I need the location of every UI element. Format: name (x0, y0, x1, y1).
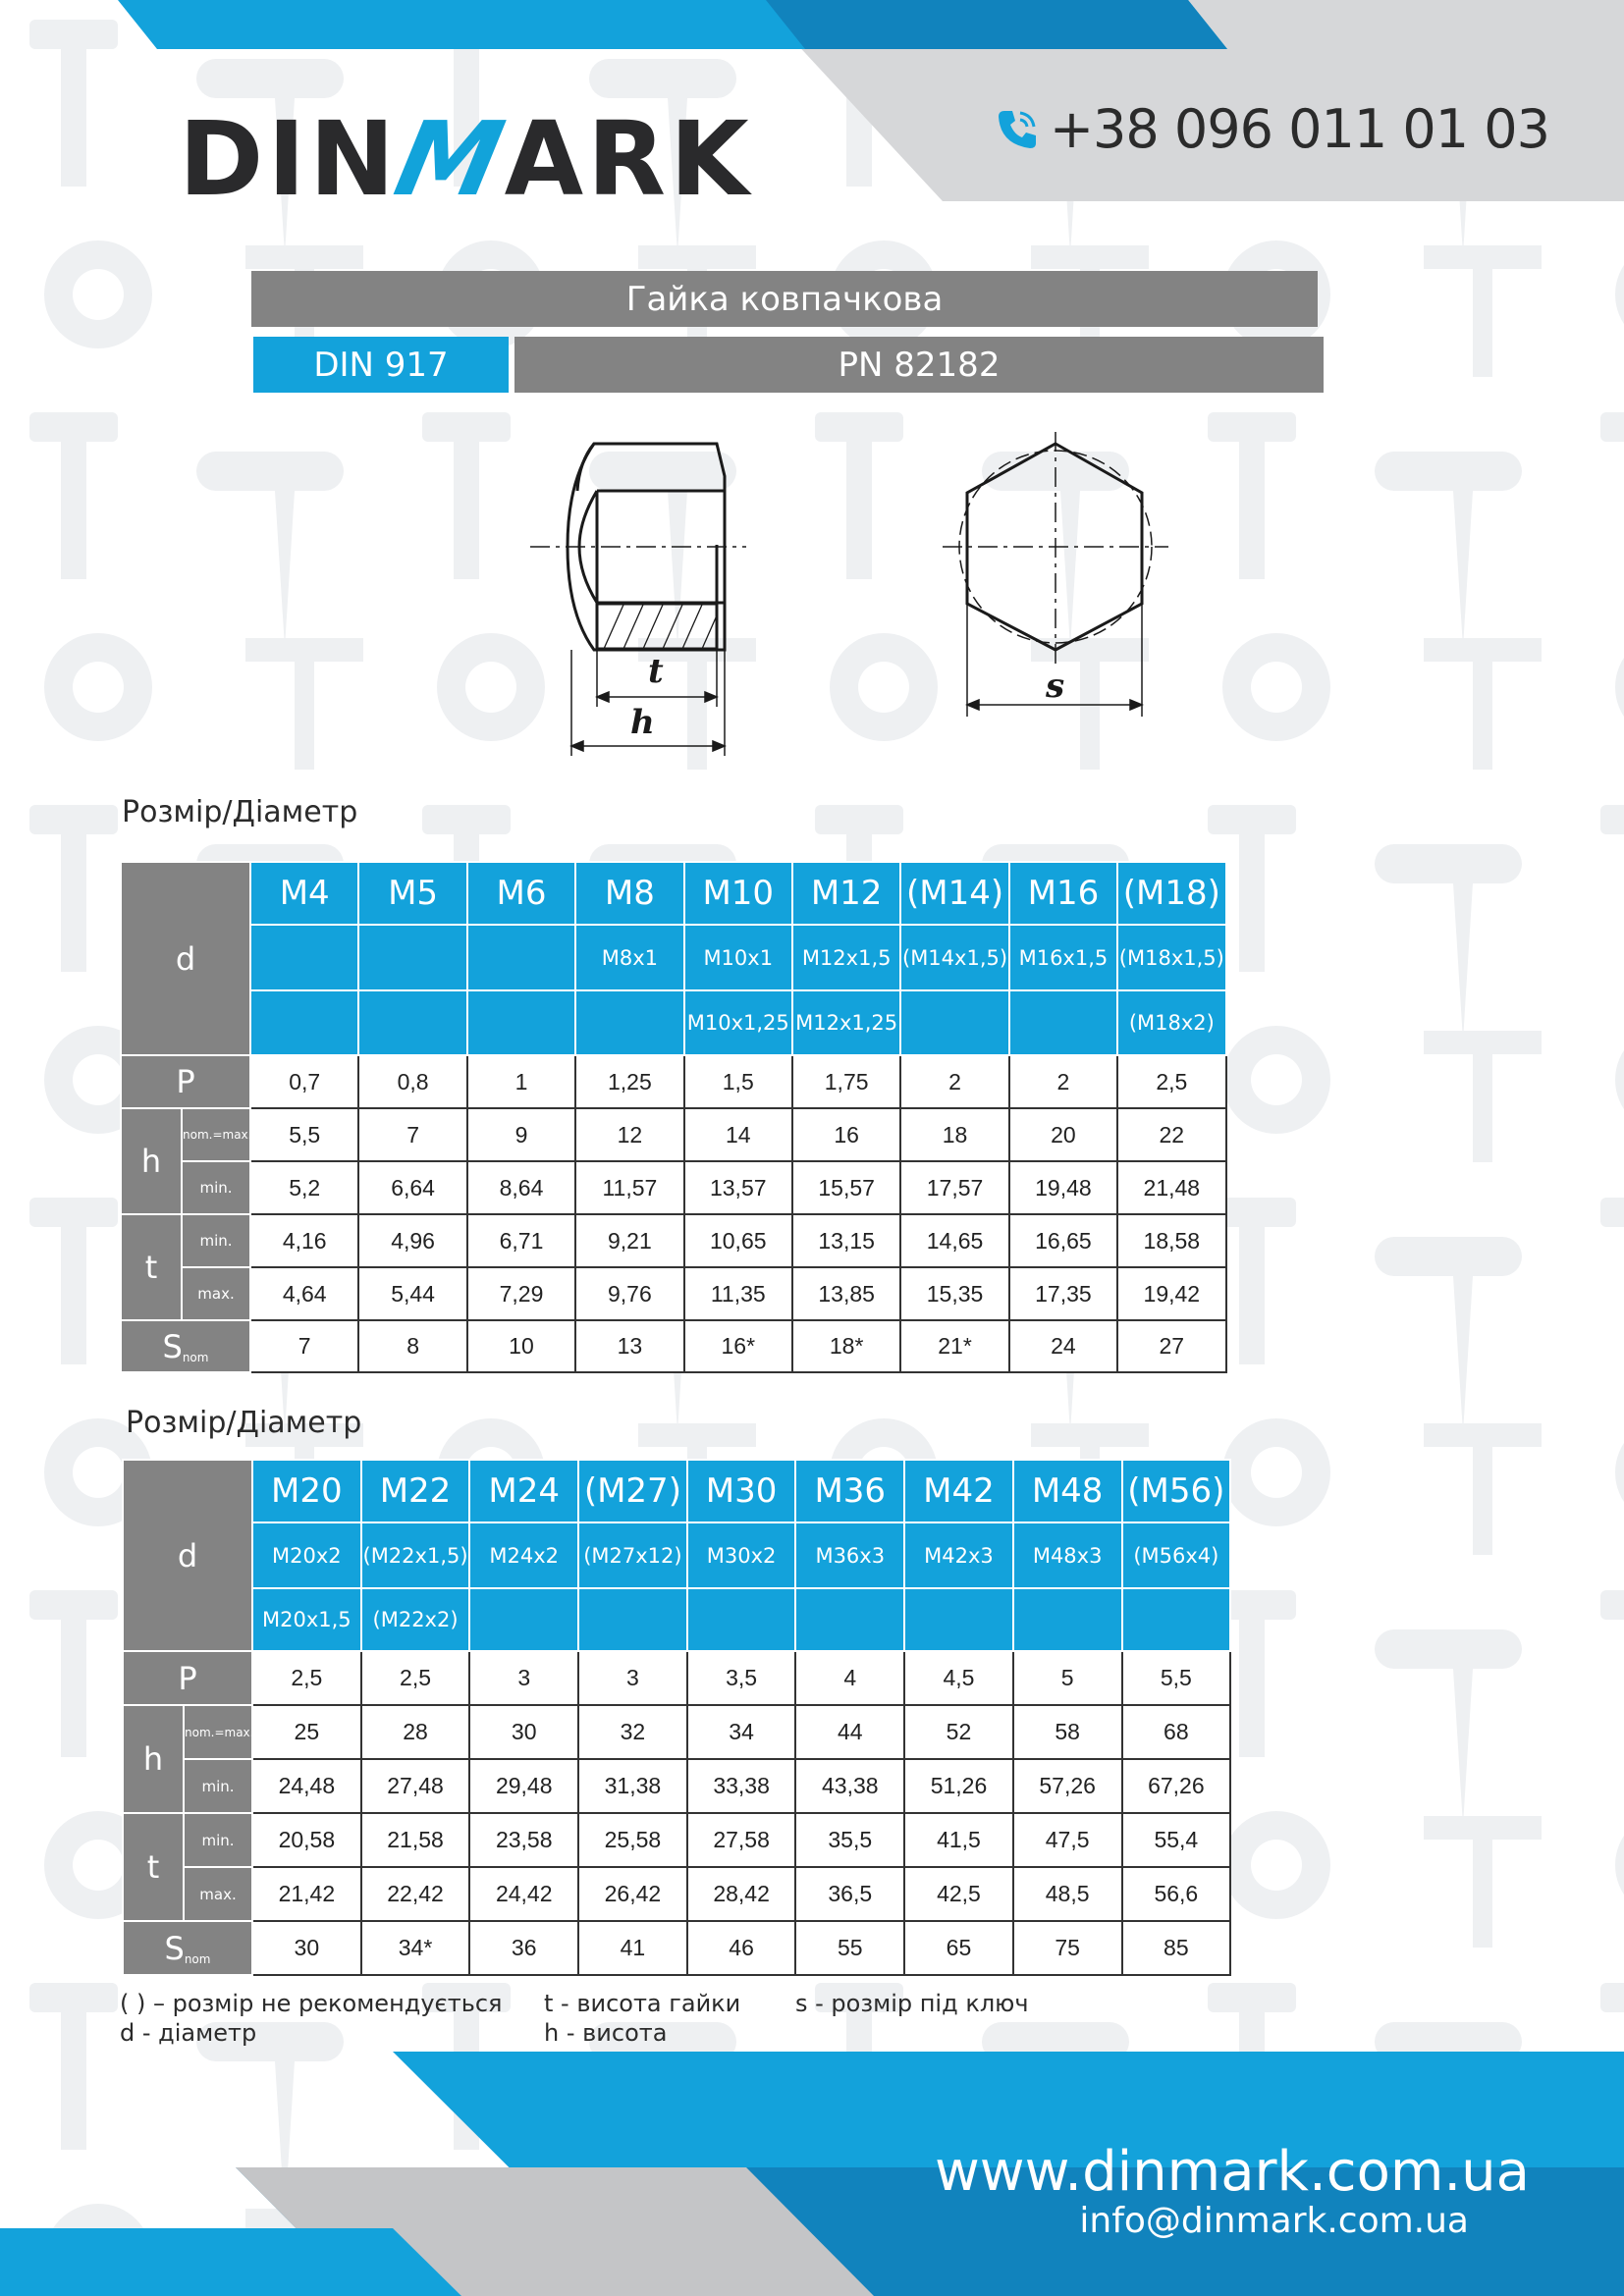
fine-thread-cell: M24x2 (469, 1522, 578, 1588)
fine-thread-cell: (M18x2) (1117, 990, 1225, 1055)
size-cell: M8 (575, 862, 683, 925)
fine-thread-cell (575, 990, 683, 1055)
height-nom-cell: 52 (904, 1705, 1013, 1759)
wrench-size-cell: 21* (900, 1320, 1008, 1372)
p-label-cell: P (123, 1651, 252, 1705)
s-label-sub: nom (182, 1350, 209, 1364)
logo-m-mark: M (386, 99, 517, 219)
fine-thread-cell (250, 990, 358, 1055)
fine-thread-cell (467, 990, 575, 1055)
height-min-cell: 6,64 (358, 1161, 466, 1214)
thread-max-cell: 28,42 (687, 1867, 796, 1921)
drawing-s-label: s (1046, 667, 1065, 706)
pitch-cell: 2,5 (252, 1651, 361, 1705)
h-min-label: min. (184, 1759, 252, 1813)
height-min-cell: 19,48 (1009, 1161, 1117, 1214)
legend-col-1 (120, 1989, 502, 2048)
t-max-label: max. (182, 1267, 250, 1320)
height-min-cell: 57,26 (1013, 1759, 1122, 1813)
wrench-size-cell: 27 (1117, 1320, 1225, 1372)
size-cell: M48 (1013, 1460, 1122, 1522)
wrench-size-cell: 46 (687, 1921, 796, 1975)
height-min-cell: 13,57 (684, 1161, 792, 1214)
legend-diameter: d - діаметр (120, 2019, 257, 2047)
fine-thread-cell: M10x1 (684, 925, 792, 990)
wrench-size-cell: 36 (469, 1921, 578, 1975)
thread-max-cell: 5,44 (358, 1267, 466, 1320)
height-min-cell: 27,48 (361, 1759, 470, 1813)
pitch-cell: 1 (467, 1055, 575, 1108)
t-min-label: min. (184, 1813, 252, 1867)
thread-max-cell: 21,42 (252, 1867, 361, 1921)
height-min-cell: 51,26 (904, 1759, 1013, 1813)
d-label-cell: d (121, 862, 250, 1055)
size-cell: M4 (250, 862, 358, 925)
wrench-size-cell: 8 (358, 1320, 466, 1372)
wrench-size-cell: 34* (361, 1921, 470, 1975)
h-label-cell: h (121, 1108, 182, 1214)
thread-min-cell: 35,5 (795, 1813, 904, 1867)
wrench-size-cell: 24 (1009, 1320, 1117, 1372)
fine-thread-cell: M12x1,25 (792, 990, 900, 1055)
pn-standard: PN 82182 (514, 337, 1324, 393)
fine-thread-cell: (M22x1,5) (361, 1522, 470, 1588)
logo-text-suffix: ARK (504, 99, 753, 219)
height-nom-cell: 7 (358, 1108, 466, 1161)
thread-min-cell: 13,15 (792, 1214, 900, 1267)
height-nom-cell: 68 (1122, 1705, 1231, 1759)
pitch-cell: 4 (795, 1651, 904, 1705)
fine-thread-cell: M36x3 (795, 1522, 904, 1588)
thread-min-cell: 18,58 (1117, 1214, 1225, 1267)
height-min-cell: 5,2 (250, 1161, 358, 1214)
fine-thread-cell: M20x2 (252, 1522, 361, 1588)
height-nom-cell: 28 (361, 1705, 470, 1759)
legend-nut-height: t - висота гайки (544, 1990, 741, 2017)
size-cell: (M27) (578, 1460, 687, 1522)
height-min-cell: 8,64 (467, 1161, 575, 1214)
fine-thread-cell (358, 925, 466, 990)
fine-thread-cell: M12x1,5 (792, 925, 900, 990)
wrench-size-cell: 55 (795, 1921, 904, 1975)
fine-thread-cell (904, 1588, 1013, 1651)
pitch-cell: 2,5 (361, 1651, 470, 1705)
phone-number: +38 096 011 01 03 (1049, 98, 1549, 160)
height-nom-cell: 18 (900, 1108, 1008, 1161)
s-label: S (164, 1929, 185, 1967)
size-cell: M10 (684, 862, 792, 925)
fine-thread-cell (795, 1588, 904, 1651)
thread-max-cell: 17,35 (1009, 1267, 1117, 1320)
size-cell: (M18) (1117, 862, 1225, 925)
thread-min-cell: 23,58 (469, 1813, 578, 1867)
height-min-cell: 24,48 (252, 1759, 361, 1813)
s-label-sub: nom (184, 1951, 211, 1966)
fine-thread-cell: M42x3 (904, 1522, 1013, 1588)
wrench-size-cell: 13 (575, 1320, 683, 1372)
wrench-size-cell: 75 (1013, 1921, 1122, 1975)
legend-not-recommended: ( ) – розмір не рекомендується (120, 1990, 503, 2017)
pitch-cell: 1,25 (575, 1055, 683, 1108)
size-cell: M24 (469, 1460, 578, 1522)
fine-thread-cell (1009, 990, 1117, 1055)
height-min-cell: 11,57 (575, 1161, 683, 1214)
fine-thread-cell (467, 925, 575, 990)
size-cell: M30 (687, 1460, 796, 1522)
thread-max-cell: 11,35 (684, 1267, 792, 1320)
table1-label: Розмір/Діаметр (122, 795, 358, 829)
email-link[interactable]: info@dinmark.com.ua (1079, 2201, 1469, 2241)
h-nom-label: nom.=max. (184, 1705, 252, 1759)
thread-max-cell: 42,5 (904, 1867, 1013, 1921)
thread-min-cell: 4,96 (358, 1214, 466, 1267)
thread-min-cell: 41,5 (904, 1813, 1013, 1867)
s-label-cell (121, 1320, 250, 1372)
thread-min-cell: 4,16 (250, 1214, 358, 1267)
height-nom-cell: 12 (575, 1108, 683, 1161)
din-standard: DIN 917 (253, 337, 509, 393)
size-cell: M22 (361, 1460, 470, 1522)
height-nom-cell: 30 (469, 1705, 578, 1759)
wrench-size-cell: 18* (792, 1320, 900, 1372)
fine-thread-cell: M10x1,25 (684, 990, 792, 1055)
fine-thread-cell: M16x1,5 (1009, 925, 1117, 990)
fine-thread-cell (687, 1588, 796, 1651)
thread-max-cell: 22,42 (361, 1867, 470, 1921)
thread-max-cell: 36,5 (795, 1867, 904, 1921)
thread-max-cell: 56,6 (1122, 1867, 1231, 1921)
pitch-cell: 3 (469, 1651, 578, 1705)
height-min-cell: 21,48 (1117, 1161, 1225, 1214)
height-nom-cell: 22 (1117, 1108, 1225, 1161)
thread-min-cell: 27,58 (687, 1813, 796, 1867)
pitch-cell: 2,5 (1117, 1055, 1225, 1108)
fine-thread-cell (469, 1588, 578, 1651)
legend-col-2 (544, 1989, 740, 2048)
size-cell: M42 (904, 1460, 1013, 1522)
height-nom-cell: 25 (252, 1705, 361, 1759)
h-label-cell: h (123, 1705, 184, 1813)
thread-max-cell: 4,64 (250, 1267, 358, 1320)
thread-min-cell: 9,21 (575, 1214, 683, 1267)
fine-thread-cell (578, 1588, 687, 1651)
s-label: S (162, 1327, 183, 1365)
cap-nut-drawing (511, 432, 1178, 766)
height-min-cell: 17,57 (900, 1161, 1008, 1214)
fine-thread-cell: (M27x12) (578, 1522, 687, 1588)
dimensions-table-2 (122, 1459, 1231, 1976)
fine-thread-cell (900, 990, 1008, 1055)
thread-min-cell: 55,4 (1122, 1813, 1231, 1867)
s-label-cell (123, 1921, 252, 1975)
dinmark-logo[interactable] (179, 99, 753, 219)
height-nom-cell: 9 (467, 1108, 575, 1161)
t-label-cell: t (121, 1214, 182, 1320)
table2-label: Розмір/Діаметр (126, 1406, 362, 1440)
wrench-size-cell: 41 (578, 1921, 687, 1975)
pitch-cell: 3,5 (687, 1651, 796, 1705)
size-cell: M20 (252, 1460, 361, 1522)
t-min-label: min. (182, 1214, 250, 1267)
thread-min-cell: 6,71 (467, 1214, 575, 1267)
fine-thread-cell: M30x2 (687, 1522, 796, 1588)
fine-thread-cell (1122, 1588, 1231, 1651)
thread-max-cell: 13,85 (792, 1267, 900, 1320)
pitch-cell: 4,5 (904, 1651, 1013, 1705)
height-nom-cell: 44 (795, 1705, 904, 1759)
d-label-cell: d (123, 1460, 252, 1651)
thread-max-cell: 26,42 (578, 1867, 687, 1921)
size-cell: M6 (467, 862, 575, 925)
thread-min-cell: 14,65 (900, 1214, 1008, 1267)
size-cell: M36 (795, 1460, 904, 1522)
pitch-cell: 0,7 (250, 1055, 358, 1108)
thread-min-cell: 25,58 (578, 1813, 687, 1867)
pitch-cell: 1,5 (684, 1055, 792, 1108)
wrench-size-cell: 65 (904, 1921, 1013, 1975)
t-label-cell: t (123, 1813, 184, 1921)
logo-text-prefix: DIN (179, 99, 400, 219)
fine-thread-cell: (M22x2) (361, 1588, 470, 1651)
fine-thread-cell: (M14x1,5) (900, 925, 1008, 990)
wrench-size-cell: 30 (252, 1921, 361, 1975)
fine-thread-cell: M8x1 (575, 925, 683, 990)
height-min-cell: 67,26 (1122, 1759, 1231, 1813)
thread-max-cell: 24,42 (469, 1867, 578, 1921)
h-min-label: min. (182, 1161, 250, 1214)
fine-thread-cell: (M18x1,5) (1117, 925, 1225, 990)
p-label-cell: P (121, 1055, 250, 1108)
dimensions-table-1 (120, 861, 1227, 1373)
pitch-cell: 5,5 (1122, 1651, 1231, 1705)
thread-max-cell: 9,76 (575, 1267, 683, 1320)
thread-min-cell: 47,5 (1013, 1813, 1122, 1867)
fine-thread-cell (358, 990, 466, 1055)
height-nom-cell: 20 (1009, 1108, 1117, 1161)
size-cell: M12 (792, 862, 900, 925)
phone-icon (993, 105, 1042, 154)
pitch-cell: 2 (900, 1055, 1008, 1108)
pitch-cell: 0,8 (358, 1055, 466, 1108)
wrench-size-cell: 16* (684, 1320, 792, 1372)
height-nom-cell: 58 (1013, 1705, 1122, 1759)
height-min-cell: 31,38 (578, 1759, 687, 1813)
height-nom-cell: 5,5 (250, 1108, 358, 1161)
wrench-size-cell: 7 (250, 1320, 358, 1372)
fine-thread-cell: M48x3 (1013, 1522, 1122, 1588)
thread-min-cell: 20,58 (252, 1813, 361, 1867)
drawing-h-label: h (630, 703, 655, 742)
thread-min-cell: 16,65 (1009, 1214, 1117, 1267)
thread-max-cell: 15,35 (900, 1267, 1008, 1320)
height-min-cell: 43,38 (795, 1759, 904, 1813)
legend-height: h - висота (544, 2019, 668, 2047)
height-nom-cell: 32 (578, 1705, 687, 1759)
product-title: Гайка ковпачкова (251, 271, 1318, 327)
size-cell: M16 (1009, 862, 1117, 925)
pitch-cell: 2 (1009, 1055, 1117, 1108)
height-min-cell: 15,57 (792, 1161, 900, 1214)
legend-col-3 (795, 1989, 1029, 2018)
fine-thread-cell: M20x1,5 (252, 1588, 361, 1651)
fine-thread-cell (1013, 1588, 1122, 1651)
wrench-size-cell: 10 (467, 1320, 575, 1372)
height-min-cell: 29,48 (469, 1759, 578, 1813)
size-cell: (M14) (900, 862, 1008, 925)
thread-max-cell: 7,29 (467, 1267, 575, 1320)
pitch-cell: 5 (1013, 1651, 1122, 1705)
fine-thread-cell: (M56x4) (1122, 1522, 1231, 1588)
height-nom-cell: 16 (792, 1108, 900, 1161)
thread-max-cell: 19,42 (1117, 1267, 1225, 1320)
pitch-cell: 1,75 (792, 1055, 900, 1108)
thread-min-cell: 21,58 (361, 1813, 470, 1867)
website-link[interactable]: www.dinmark.com.ua (935, 2140, 1530, 2204)
h-nom-label: nom.=max. (182, 1108, 250, 1161)
height-nom-cell: 14 (684, 1108, 792, 1161)
height-nom-cell: 34 (687, 1705, 796, 1759)
thread-min-cell: 10,65 (684, 1214, 792, 1267)
legend-wrench-size: s - розмір під ключ (795, 1990, 1029, 2017)
drawing-t-label: t (648, 652, 664, 691)
size-cell: (M56) (1122, 1460, 1231, 1522)
pitch-cell: 3 (578, 1651, 687, 1705)
phone-contact[interactable] (993, 98, 1549, 160)
height-min-cell: 33,38 (687, 1759, 796, 1813)
size-cell: M5 (358, 862, 466, 925)
fine-thread-cell (250, 925, 358, 990)
t-max-label: max. (184, 1867, 252, 1921)
wrench-size-cell: 85 (1122, 1921, 1231, 1975)
thread-max-cell: 48,5 (1013, 1867, 1122, 1921)
